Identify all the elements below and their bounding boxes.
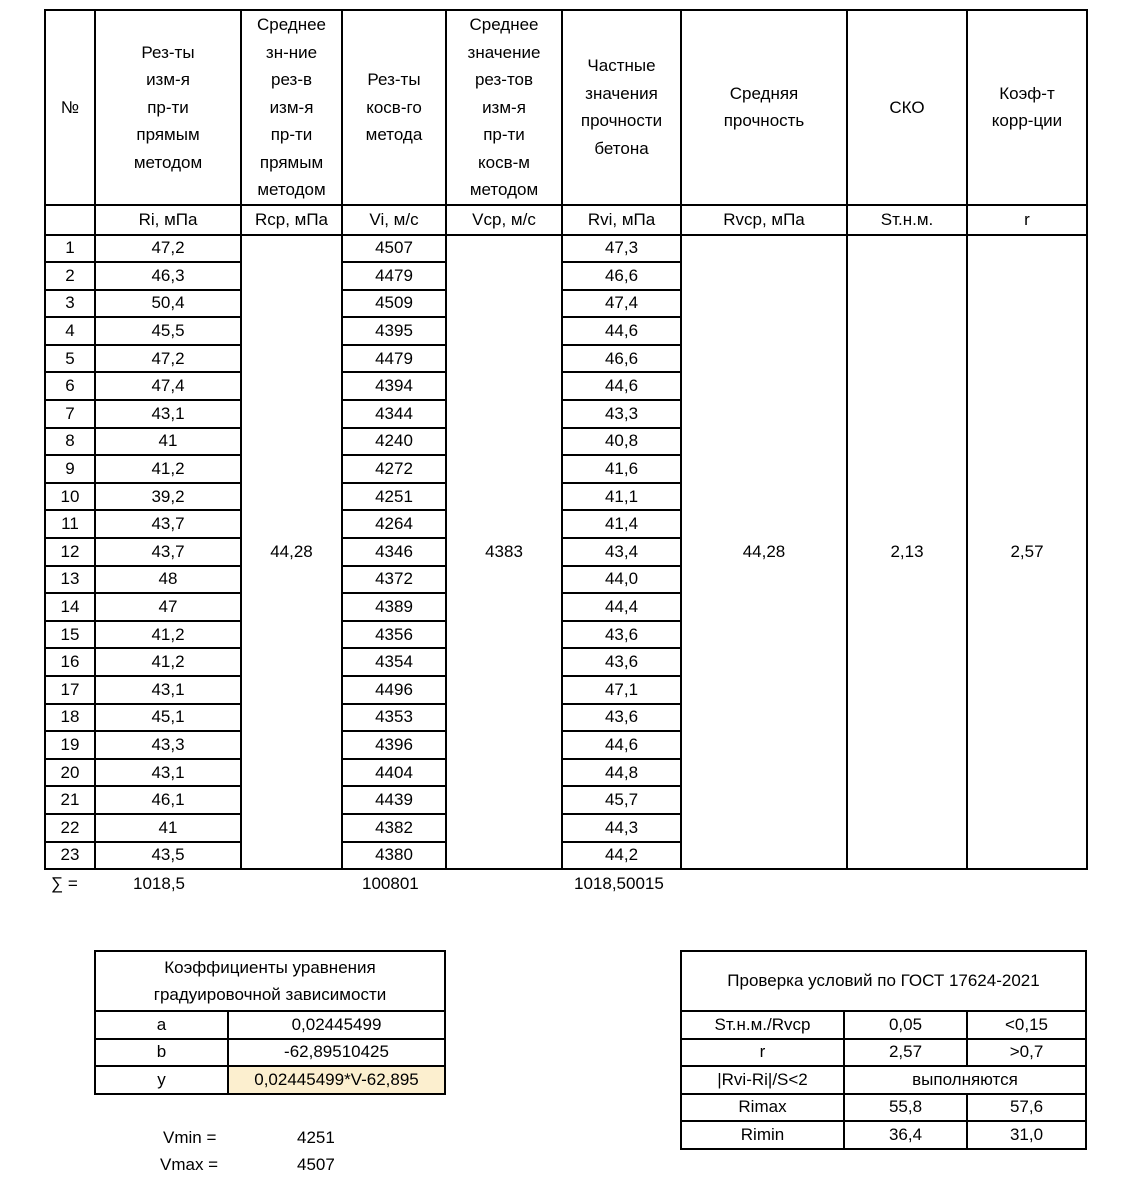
vi-cell: 4496 — [342, 676, 446, 704]
gost-title: Проверка условий по ГОСТ 17624-2021 — [681, 951, 1086, 1011]
rvi-cell: 45,7 — [562, 786, 681, 814]
gost-limit: >0,7 — [967, 1039, 1086, 1067]
vi-cell: 4439 — [342, 786, 446, 814]
unit-rcp: Rcp, мПа — [241, 205, 342, 235]
rvi-cell: 40,8 — [562, 428, 681, 456]
r-merged-cell: 2,57 — [967, 235, 1087, 870]
ri-cell: 43,1 — [95, 400, 241, 428]
gost-condition: Rimin — [681, 1121, 844, 1149]
rvi-cell: 46,6 — [562, 262, 681, 290]
vi-cell: 4264 — [342, 510, 446, 538]
row-number: 11 — [45, 510, 95, 538]
rvi-cell: 44,6 — [562, 372, 681, 400]
gost-value: 55,8 — [844, 1094, 967, 1122]
unit-rvi: Rvi, мПа — [562, 205, 681, 235]
vi-cell: 4372 — [342, 566, 446, 594]
rvi-cell: 41,1 — [562, 483, 681, 511]
rvi-cell: 43,6 — [562, 648, 681, 676]
ri-cell: 41,2 — [95, 455, 241, 483]
gost-condition: Sт.н.м./Rvср — [681, 1011, 844, 1039]
ri-cell: 45,5 — [95, 317, 241, 345]
rvi-cell: 41,4 — [562, 510, 681, 538]
row-number: 7 — [45, 400, 95, 428]
sko-merged-cell: 2,13 — [847, 235, 967, 870]
gost-row — [681, 1011, 1086, 1039]
ri-cell: 41 — [95, 428, 241, 456]
row-number: 3 — [45, 290, 95, 318]
vi-cell: 4240 — [342, 428, 446, 456]
ri-cell: 43,1 — [95, 759, 241, 787]
sum-row — [0, 872, 800, 898]
coefficients-title: Коэффициенты уравнения градуировочной зависимости — [95, 951, 445, 1011]
unit-number — [45, 205, 95, 235]
vcp-merged-cell: 4383 — [446, 235, 562, 870]
header-mean-strength: Средняя прочность — [681, 10, 847, 205]
coef-value: -62,89510425 — [228, 1039, 445, 1067]
row-number: 1 — [45, 235, 95, 263]
ri-cell: 43,3 — [95, 731, 241, 759]
row-number: 19 — [45, 731, 95, 759]
sum-rvi: 1018,50015 — [574, 874, 664, 893]
gost-condition: Rimax — [681, 1094, 844, 1122]
vmax-value: 4507 — [297, 1155, 335, 1174]
header-sko: СКО — [847, 10, 967, 205]
ri-cell: 43,7 — [95, 510, 241, 538]
gost-row — [681, 1066, 1086, 1094]
strength-data-table — [44, 9, 1088, 870]
vi-cell: 4389 — [342, 593, 446, 621]
header-indirect-results: Рез-ты косв-го метода — [342, 10, 446, 205]
vi-cell: 4354 — [342, 648, 446, 676]
vi-cell: 4395 — [342, 317, 446, 345]
header-row — [45, 10, 1087, 205]
vi-cell: 4272 — [342, 455, 446, 483]
gost-row — [681, 1121, 1086, 1149]
row-number: 21 — [45, 786, 95, 814]
coefficients-title-row — [95, 951, 445, 1011]
rvi-cell: 43,3 — [562, 400, 681, 428]
row-number: 10 — [45, 483, 95, 511]
coef-name: b — [95, 1039, 228, 1067]
unit-rvcp: Rvср, мПа — [681, 205, 847, 235]
coefficients-table — [94, 950, 446, 1095]
row-number: 20 — [45, 759, 95, 787]
vi-cell: 4507 — [342, 235, 446, 263]
ri-cell: 47,2 — [95, 235, 241, 263]
coef-row-b — [95, 1039, 445, 1067]
gost-limit: 31,0 — [967, 1121, 1086, 1149]
gost-limit: <0,15 — [967, 1011, 1086, 1039]
vi-cell: 4404 — [342, 759, 446, 787]
rvi-cell: 44,8 — [562, 759, 681, 787]
ri-cell: 43,5 — [95, 842, 241, 870]
rvcp-merged-cell: 44,28 — [681, 235, 847, 870]
unit-vcp: Vcp, м/с — [446, 205, 562, 235]
row-number: 18 — [45, 704, 95, 732]
unit-ri: Ri, мПа — [95, 205, 241, 235]
units-row — [45, 205, 1087, 235]
rvi-cell: 44,2 — [562, 842, 681, 870]
vi-cell: 4356 — [342, 621, 446, 649]
ri-cell: 46,3 — [95, 262, 241, 290]
ri-cell: 43,7 — [95, 538, 241, 566]
rvi-cell: 44,6 — [562, 731, 681, 759]
vi-cell: 4479 — [342, 345, 446, 373]
row-number: 4 — [45, 317, 95, 345]
gost-result: выполняются — [844, 1066, 1086, 1094]
row-number: 2 — [45, 262, 95, 290]
rvi-cell: 44,3 — [562, 814, 681, 842]
header-number: № — [45, 10, 95, 205]
ri-cell: 41,2 — [95, 621, 241, 649]
gost-check-table — [680, 950, 1087, 1150]
ri-cell: 45,1 — [95, 704, 241, 732]
rvi-cell: 46,6 — [562, 345, 681, 373]
row-number: 6 — [45, 372, 95, 400]
coef-row-a — [95, 1011, 445, 1039]
gost-limit: 57,6 — [967, 1094, 1086, 1122]
row-number: 23 — [45, 842, 95, 870]
row-number: 14 — [45, 593, 95, 621]
row-number: 22 — [45, 814, 95, 842]
vi-cell: 4251 — [342, 483, 446, 511]
row-number: 16 — [45, 648, 95, 676]
sum-label: ∑ = — [51, 874, 78, 893]
vi-cell: 4509 — [342, 290, 446, 318]
row-number: 9 — [45, 455, 95, 483]
gost-value: 36,4 — [844, 1121, 967, 1149]
equation-cell[interactable]: 0,02445499*V-62,895 — [228, 1066, 445, 1094]
row-number: 15 — [45, 621, 95, 649]
rvi-cell: 47,1 — [562, 676, 681, 704]
ri-cell: 50,4 — [95, 290, 241, 318]
header-direct-mean: Среднее зн-ние рез-в изм-я пр-ти прямым методом — [241, 10, 342, 205]
vi-cell: 4380 — [342, 842, 446, 870]
vi-cell: 4344 — [342, 400, 446, 428]
row-number: 17 — [45, 676, 95, 704]
gost-value: 0,05 — [844, 1011, 967, 1039]
vi-cell: 4346 — [342, 538, 446, 566]
vi-cell: 4353 — [342, 704, 446, 732]
ri-cell: 47 — [95, 593, 241, 621]
header-correlation-coef: Коэф-т корр-ции — [967, 10, 1087, 205]
ri-cell: 41,2 — [95, 648, 241, 676]
rvi-cell: 47,3 — [562, 235, 681, 263]
table-row — [45, 235, 1087, 263]
header-direct-results: Рез-ты изм-я пр-ти прямым методом — [95, 10, 241, 205]
gost-condition: r — [681, 1039, 844, 1067]
rvi-cell: 44,4 — [562, 593, 681, 621]
rcp-merged-cell: 44,28 — [241, 235, 342, 870]
row-number: 8 — [45, 428, 95, 456]
vmin-label: Vmin = — [163, 1128, 217, 1147]
vi-cell: 4479 — [342, 262, 446, 290]
vi-cell: 4382 — [342, 814, 446, 842]
rvi-cell: 44,0 — [562, 566, 681, 594]
ri-cell: 48 — [95, 566, 241, 594]
rvi-cell: 43,6 — [562, 704, 681, 732]
vmax-label: Vmax = — [160, 1155, 219, 1174]
gost-title-row — [681, 951, 1086, 1011]
gost-row — [681, 1094, 1086, 1122]
coef-row-y — [95, 1066, 445, 1094]
row-number: 12 — [45, 538, 95, 566]
ri-cell: 47,4 — [95, 372, 241, 400]
unit-r: r — [967, 205, 1087, 235]
ri-cell: 41 — [95, 814, 241, 842]
gost-condition: |Rvi-Ri|/S<2 — [681, 1066, 844, 1094]
coef-name: y — [95, 1066, 228, 1094]
ri-cell: 39,2 — [95, 483, 241, 511]
rvi-cell: 41,6 — [562, 455, 681, 483]
sum-ri: 1018,5 — [133, 874, 185, 893]
row-number: 13 — [45, 566, 95, 594]
rvi-cell: 47,4 — [562, 290, 681, 318]
vi-cell: 4396 — [342, 731, 446, 759]
rvi-cell: 43,6 — [562, 621, 681, 649]
ri-cell: 46,1 — [95, 786, 241, 814]
coef-value: 0,02445499 — [228, 1011, 445, 1039]
gost-value: 2,57 — [844, 1039, 967, 1067]
gost-row — [681, 1039, 1086, 1067]
rvi-cell: 44,6 — [562, 317, 681, 345]
coef-name: a — [95, 1011, 228, 1039]
ri-cell: 43,1 — [95, 676, 241, 704]
vi-cell: 4394 — [342, 372, 446, 400]
ri-cell: 47,2 — [95, 345, 241, 373]
unit-vi: Vi, м/с — [342, 205, 446, 235]
header-indirect-mean: Среднее значение рез-тов изм-я пр-ти косв-м методом — [446, 10, 562, 205]
header-partial-strength: Частные значения прочности бетона — [562, 10, 681, 205]
unit-st: Sт.н.м. — [847, 205, 967, 235]
vmin-value: 4251 — [297, 1128, 335, 1147]
rvi-cell: 43,4 — [562, 538, 681, 566]
row-number: 5 — [45, 345, 95, 373]
sum-vi: 100801 — [362, 874, 419, 893]
